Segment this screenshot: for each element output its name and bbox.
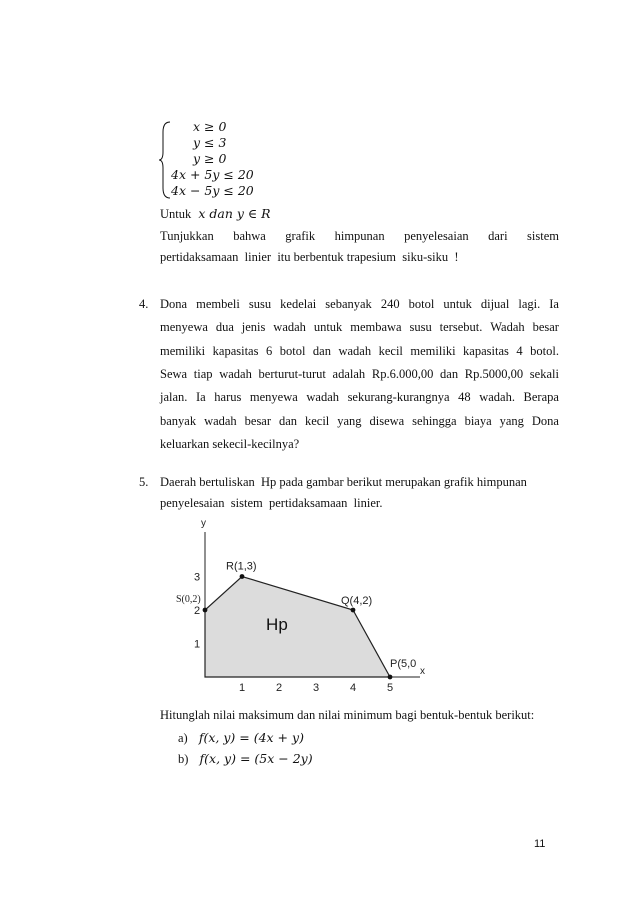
word: botol. — [530, 343, 559, 358]
q4-line — [160, 344, 559, 359]
word: botol — [279, 343, 306, 358]
q4-line — [160, 320, 559, 335]
q5-line-2: penyelesaian sistem pertidaksamaan linier. — [160, 496, 383, 510]
word: dari — [488, 229, 508, 243]
vertex-point-p — [388, 675, 393, 680]
q5-line-1: Daerah bertuliskan Hp pada gambar berikut merupakan grafik himpunan — [160, 475, 527, 489]
word: tersebut. — [439, 320, 483, 335]
page-number: 11 — [534, 838, 546, 850]
word: Berapa — [523, 390, 559, 405]
word: 48 — [458, 390, 471, 405]
region-label: Hp — [266, 615, 288, 635]
vertex-label-q: Q(4,2) — [341, 595, 373, 607]
q4-line — [160, 390, 559, 405]
word: biaya — [464, 413, 492, 428]
word: Dona — [531, 413, 559, 428]
word: untuk — [313, 320, 343, 335]
word: menyewa — [249, 390, 298, 405]
item-marker: b) — [178, 752, 189, 766]
word: membawa — [350, 320, 402, 335]
word: Tunjukkan — [160, 229, 214, 243]
word: dan — [440, 366, 459, 381]
vertex-point-s — [203, 608, 208, 613]
vertex-label-p: P(5,0 — [390, 658, 417, 670]
item-marker: a) — [178, 731, 188, 745]
word: harus — [214, 390, 242, 405]
word: banyak — [160, 413, 197, 428]
word: besar — [244, 413, 272, 428]
vertex-label-r: R(1,3) — [226, 560, 257, 573]
word: dijual — [480, 297, 510, 311]
word: susu — [409, 320, 432, 335]
word: kapasitas — [212, 343, 259, 358]
word: sehingga — [412, 413, 457, 428]
word: dan — [312, 343, 331, 358]
x-tick-label: 2 — [276, 682, 283, 694]
y-tick-label: 1 — [194, 638, 201, 651]
q4-line — [160, 367, 559, 382]
q4-number: 4. — [139, 297, 149, 311]
word: jalan. — [160, 390, 188, 405]
word: sistem — [527, 229, 559, 243]
word: memiliki — [160, 343, 206, 358]
word: menyewa — [160, 320, 208, 335]
word: Rp.6.000,00 — [371, 366, 434, 381]
x-tick-label: 3 — [313, 682, 320, 694]
system-line-3: y ≥ 0 — [193, 151, 227, 166]
word: 6 — [265, 343, 273, 358]
word: Wadah — [490, 320, 525, 335]
q5-item-b — [178, 751, 313, 767]
word: kecil — [304, 413, 330, 428]
word: kecil — [378, 343, 403, 358]
show-text-line-1 — [160, 229, 559, 244]
word: Rp.5000,00 — [464, 366, 524, 381]
word: sekurang-kurangnya — [347, 390, 450, 405]
word: tiap — [193, 366, 213, 381]
word: kedelai — [280, 297, 317, 311]
vertex-point-q — [351, 608, 356, 613]
word: himpunan — [334, 229, 385, 243]
word: wadah — [273, 320, 306, 335]
system-line-2: y ≤ 3 — [193, 135, 227, 150]
word: Dona — [160, 297, 188, 311]
word: memiliki — [410, 343, 456, 358]
word: sekali — [529, 366, 559, 381]
word: wadah — [219, 366, 252, 381]
q5-item-a — [178, 730, 304, 746]
word: bahwa — [233, 229, 266, 243]
word: yang — [499, 413, 524, 428]
word: kapasitas — [463, 343, 509, 358]
q4-line — [160, 297, 559, 312]
word: botol — [408, 297, 435, 311]
word: 4 — [516, 343, 523, 358]
word: grafik — [285, 229, 316, 243]
vertex-label-s: S(0,2) — [176, 594, 201, 605]
word: membeli — [196, 297, 240, 311]
q4-line — [160, 414, 559, 429]
word: jenis — [241, 320, 266, 335]
domain-math: x dan y ∈ R — [198, 206, 271, 221]
y-axis-label: y — [201, 518, 206, 529]
y-tick-label: 3 — [194, 571, 201, 584]
word: Ia — [195, 390, 206, 405]
word: susu — [248, 297, 272, 311]
word: lagi. — [518, 297, 541, 311]
domain-prefix: Untuk — [160, 207, 192, 221]
show-text-line-2: pertidaksamaan linier itu berbentuk trapesium siku-siku ! — [160, 250, 459, 264]
vertex-point-r — [240, 574, 245, 579]
word: dua — [215, 320, 234, 335]
word: disewa — [369, 413, 405, 428]
item-expression: f(x, y) = (4x + y) — [198, 730, 304, 745]
item-expression: f(x, y) = (5x − 2y) — [199, 751, 313, 766]
x-tick-label: 5 — [387, 682, 394, 694]
q4-line: keluarkan sekecil-kecilnya? — [160, 436, 300, 451]
word: adalah — [332, 366, 366, 381]
domain-line — [160, 206, 271, 222]
word: wadah — [338, 343, 372, 358]
word: sebanyak — [325, 297, 372, 311]
system-brace — [158, 120, 172, 200]
word: wadah — [306, 390, 339, 405]
x-tick-label: 4 — [350, 682, 357, 694]
word: wadah — [204, 413, 237, 428]
system-line-4: 4x + 5y ≤ 20 — [171, 167, 254, 182]
word: besar — [532, 320, 559, 335]
system-line-1: x ≥ 0 — [193, 119, 227, 134]
q5-number: 5. — [139, 475, 149, 489]
feasible-region-graph — [170, 510, 440, 700]
word: penyelesaian — [404, 229, 469, 243]
word: dan — [278, 413, 298, 428]
x-tick-label: 1 — [239, 682, 246, 694]
word: yang — [337, 413, 362, 428]
word: Ia — [549, 297, 559, 311]
feasible-region — [205, 577, 390, 678]
q5-instruction: Hitunglah nilai maksimum dan nilai minimum bagi bentuk-bentuk berikut: — [160, 708, 535, 722]
word: untuk — [443, 297, 472, 311]
y-tick-label: 2 — [194, 605, 201, 617]
word: 240 — [380, 297, 400, 311]
word: wadah. — [479, 390, 515, 405]
word: berturut-turut — [258, 366, 326, 381]
system-line-5: 4x − 5y ≤ 20 — [171, 183, 254, 198]
x-axis-label: x — [420, 666, 425, 677]
word: Sewa — [160, 366, 188, 381]
